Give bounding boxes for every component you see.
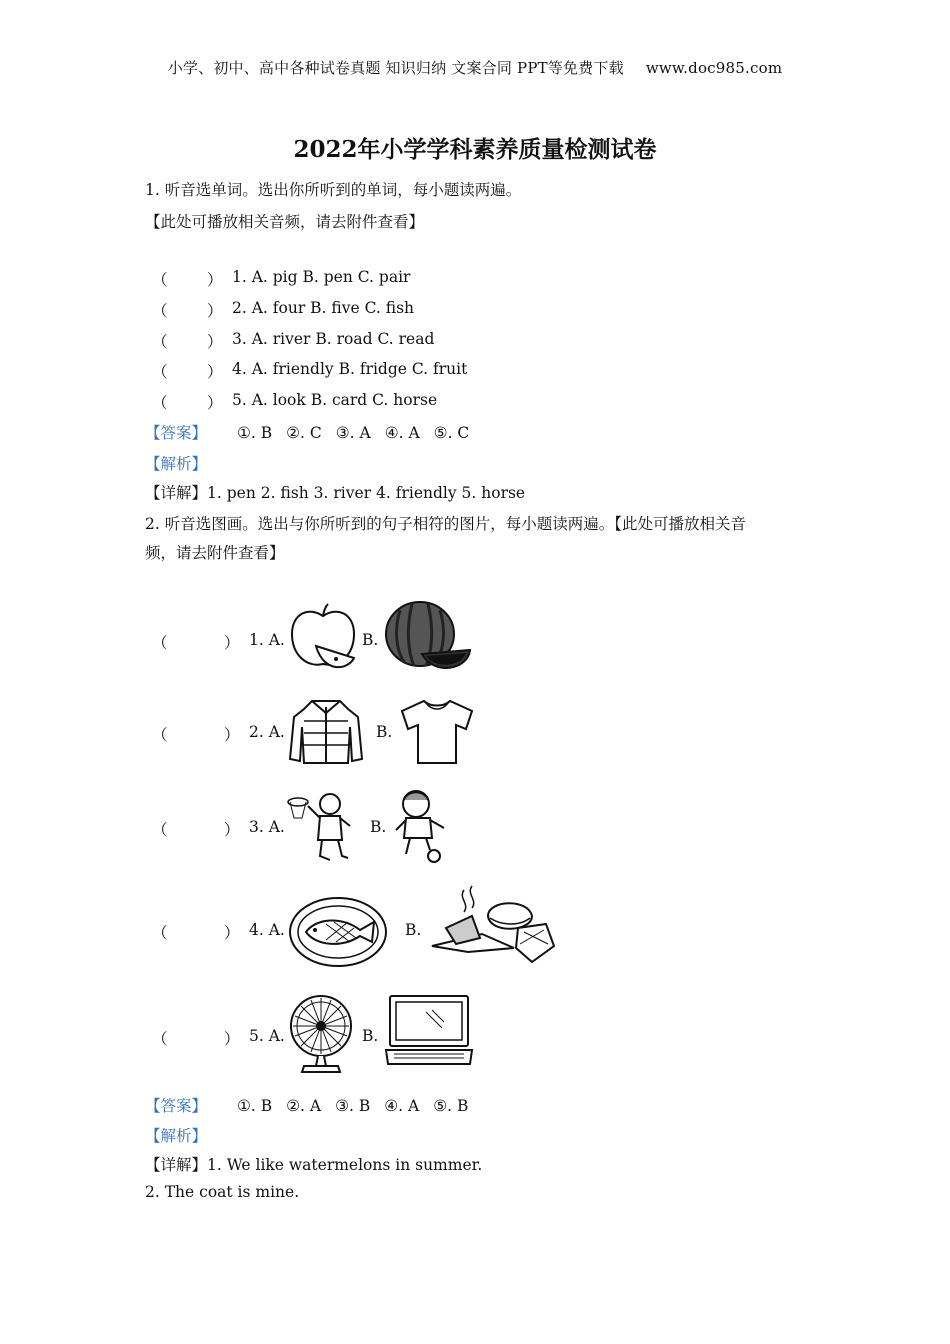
option-b-label: B. <box>376 723 393 741</box>
answer-1: ①. B <box>237 424 273 442</box>
answer-blank-open: （ <box>152 821 168 839</box>
answer-3: ③. A <box>335 424 371 442</box>
zongzi-rice-icon[interactable] <box>428 882 558 968</box>
page-header <box>0 57 950 78</box>
answer-4: ④. A <box>384 424 420 442</box>
answer-blank-open: （ <box>152 634 168 652</box>
answer-blank-close: ） <box>207 363 223 381</box>
answer-2: ②. C <box>286 424 322 442</box>
coat-icon[interactable] <box>288 697 364 767</box>
answer-blank-close: ） <box>207 394 223 412</box>
question-text: 4. A. friendly B. fridge C. fruit <box>232 360 468 378</box>
laptop-icon[interactable] <box>384 994 474 1068</box>
header-text: 小学、初中、高中各种试卷真题 知识归纳 文案合同 PPT等免费下载 <box>167 59 624 77</box>
answer-blank-close: ） <box>207 271 223 289</box>
question-number: 1. A. <box>249 631 285 649</box>
soccer-player-icon[interactable] <box>390 788 450 864</box>
answer-5: ⑤. B <box>433 1097 469 1115</box>
option-b-label: B. <box>405 921 422 939</box>
answer-blank-open: （ <box>152 726 168 744</box>
question-text: 5. A. look B. card C. horse <box>232 391 438 409</box>
header-url[interactable]: www.doc985.com <box>645 59 783 77</box>
option-b-label: B. <box>362 631 379 649</box>
answer-label: 【答案】 <box>145 424 208 442</box>
fish-plate-icon[interactable] <box>288 896 388 968</box>
answer-blank-close: ） <box>224 924 240 942</box>
answer-blank-close: ） <box>224 726 240 744</box>
question-text: 2. A. four B. five C. fish <box>232 299 415 317</box>
section2-heading-line1: 2. 听音选图画。选出与你所听到的句子相符的图片，每小题读两遍。【此处可播放相关音 <box>145 515 746 533</box>
section1-detail <box>145 481 525 503</box>
apple-icon[interactable] <box>288 602 358 674</box>
question-number: 4. A. <box>249 921 285 939</box>
t-shirt-icon[interactable] <box>398 697 476 767</box>
answer-label: 【答案】 <box>145 1097 208 1115</box>
section2-answer-row <box>145 1094 482 1116</box>
question-text: 3. A. river B. road C. read <box>232 330 435 348</box>
answer-blank-open: （ <box>152 302 168 320</box>
section1-analysis-label: 【解析】 <box>145 455 208 473</box>
answer-blank-close: ） <box>224 634 240 652</box>
answer-blank-close: ） <box>207 302 223 320</box>
option-b-label: B. <box>370 818 387 836</box>
section2-heading-line2: 频，请去附件查看】 <box>145 544 285 562</box>
answer-blank-close: ） <box>224 821 240 839</box>
question-number: 2. A. <box>249 723 285 741</box>
section1-answer-row <box>145 421 483 443</box>
option-b-label: B. <box>362 1027 379 1045</box>
fan-icon[interactable] <box>288 994 354 1074</box>
section1-heading: 1. 听音选单词。选出你所听到的单词，每小题读两遍。 <box>145 181 522 199</box>
answer-blank-open: （ <box>152 333 168 351</box>
answer-blank-close: ） <box>207 333 223 351</box>
section2-analysis-label: 【解析】 <box>145 1127 208 1145</box>
answer-blank-open: （ <box>152 394 168 412</box>
answer-blank-open: （ <box>152 924 168 942</box>
answer-1: ①. B <box>237 1097 273 1115</box>
detail-text: 1. We like watermelons in summer. <box>207 1156 483 1174</box>
answer-5: ⑤. C <box>433 424 470 442</box>
question-number: 3. A. <box>249 818 285 836</box>
page-title: 2022年小学学科素养质量检测试卷 <box>293 136 657 163</box>
detail-label: 【详解】 <box>145 1156 208 1174</box>
section2-detail-line2: 2. The coat is mine. <box>145 1183 300 1201</box>
section1-audio-note: 【此处可播放相关音频，请去附件查看】 <box>145 213 425 231</box>
answer-2: ②. A <box>286 1097 322 1115</box>
question-text: 1. A. pig B. pen C. pair <box>232 268 411 286</box>
watermelon-icon[interactable] <box>384 600 474 674</box>
question-number: 5. A. <box>249 1027 285 1045</box>
detail-text: 1. pen 2. fish 3. river 4. friendly 5. horse <box>207 484 526 502</box>
basketball-player-icon[interactable] <box>286 790 356 864</box>
answer-4: ④. A <box>384 1097 420 1115</box>
detail-label: 【详解】 <box>145 484 208 502</box>
section2-detail-line1 <box>145 1153 482 1175</box>
answer-blank-open: （ <box>152 363 168 381</box>
answer-blank-open: （ <box>152 1030 168 1048</box>
answer-blank-open: （ <box>152 271 168 289</box>
answer-3: ③. B <box>335 1097 371 1115</box>
answer-blank-close: ） <box>224 1030 240 1048</box>
